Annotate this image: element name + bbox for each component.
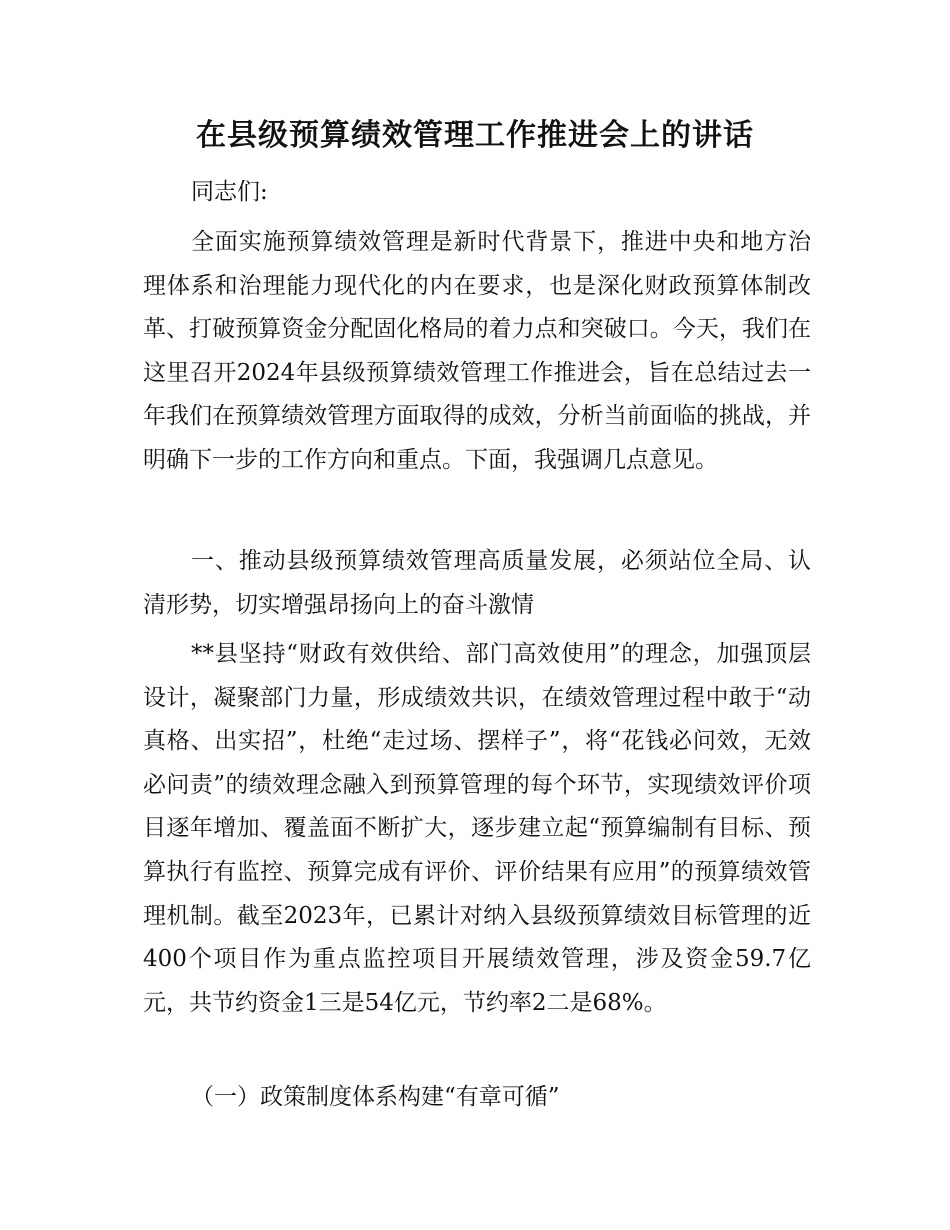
section-heading-1: 一、推动县级预算绩效管理高质量发展，必须站位全局、认清形势，切实增强昂扬向上的奋斗激情 — [143, 548, 811, 618]
subsection-heading-1: （一）政策制度体系构建“有章可循” — [191, 1084, 560, 1110]
salutation: 同志们: — [191, 179, 268, 205]
paragraph-section-1: **县坚持“财政有效供给、部门高效使用”的理念，加强顶层设计，凝聚部门力量，形成绩效共识，在绩效管理过程中敢于“动真格、出实招”，杜绝“走过场、摆样子”，将“花钱必问效，无效必问责”的绩效理念融入到预算管理的每个环节，实现绩效评价项目逐年增加、覆盖面不断扩大，逐步建立起“预算编制有目标、预算执行有监控、预算完成有评价、评价结果有应用”的预算绩效管理机制。截至2023年，已累计对纳入县级预算绩效目标管理的近400个项目作为重点监控项目开展绩效管理，涉及资金59.7亿元，共节约资金1三是54亿元，节约率2二是68%。 — [143, 641, 811, 1016]
document-title: 在县级预算绩效管理工作推进会上的讲话 — [196, 118, 754, 153]
paragraph-intro: 全面实施预算绩效管理是新时代背景下，推进中央和地方治理体系和治理能力现代化的内在要求，也是深化财政预算体制改革、打破预算资金分配固化格局的着力点和突破口。今天，我们在这里召开2024年县级预算绩效管理工作推进会，旨在总结过去一年我们在预算绩效管理方面取得的成效，分析当前面临的挑战，并明确下一步的工作方向和重点。下面，我强调几点意见。 — [143, 229, 811, 473]
